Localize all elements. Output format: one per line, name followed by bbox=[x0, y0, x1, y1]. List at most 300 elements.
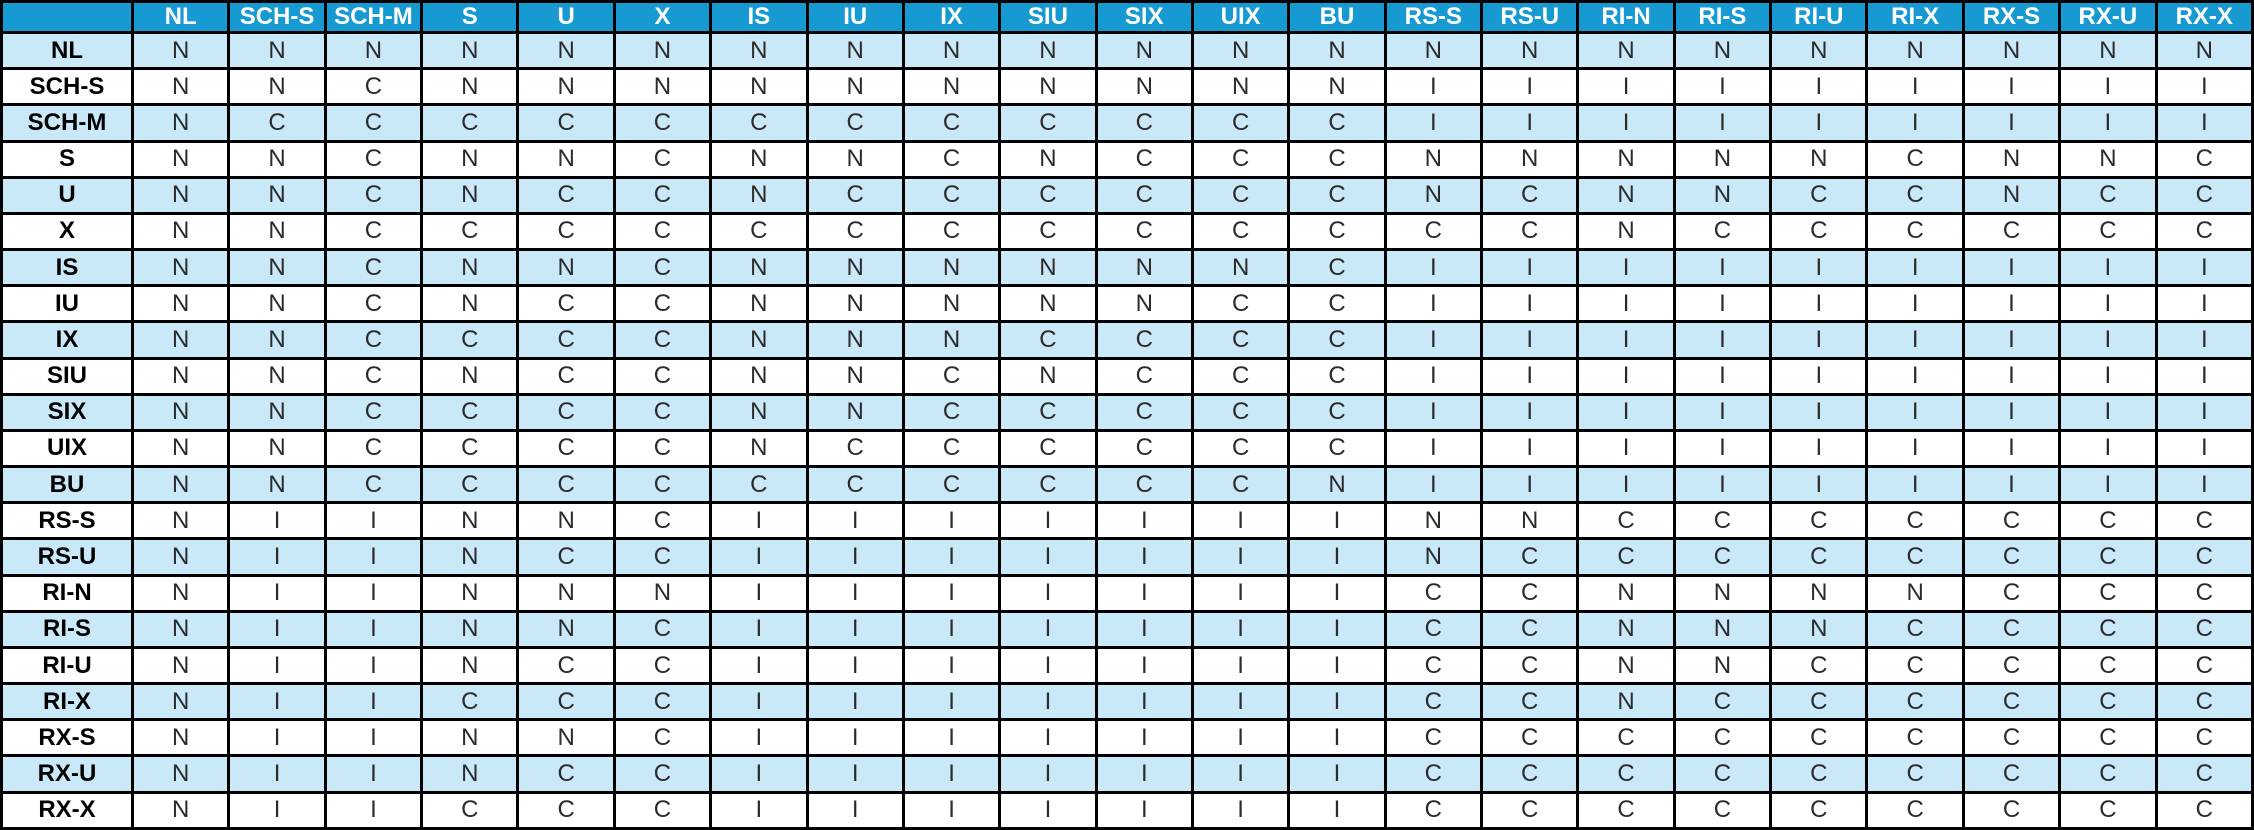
matrix-cell: I bbox=[325, 503, 421, 539]
matrix-cell: N bbox=[614, 575, 710, 611]
row-header-sch-s: SCH-S bbox=[2, 69, 133, 105]
row-header-x: X bbox=[2, 213, 133, 249]
matrix-cell: I bbox=[1771, 322, 1867, 358]
matrix-cell: N bbox=[1578, 647, 1674, 683]
matrix-cell: N bbox=[518, 250, 614, 286]
matrix-cell: C bbox=[2060, 684, 2156, 720]
matrix-cell: I bbox=[1482, 250, 1578, 286]
matrix-cell: C bbox=[2156, 213, 2252, 249]
matrix-cell: I bbox=[711, 720, 807, 756]
matrix-cell: I bbox=[1289, 647, 1385, 683]
matrix-cell: N bbox=[422, 69, 518, 105]
matrix-cell: I bbox=[1289, 792, 1385, 828]
matrix-cell: C bbox=[1096, 394, 1192, 430]
matrix-cell: N bbox=[229, 286, 325, 322]
matrix-cell: I bbox=[229, 503, 325, 539]
matrix-cell: I bbox=[807, 575, 903, 611]
matrix-cell: I bbox=[1867, 105, 1963, 141]
matrix-cell: C bbox=[2156, 177, 2252, 213]
matrix-cell: C bbox=[1385, 647, 1481, 683]
matrix-cell: N bbox=[133, 611, 229, 647]
matrix-cell: I bbox=[903, 684, 999, 720]
matrix-cell: I bbox=[1674, 358, 1770, 394]
matrix-cell: I bbox=[903, 539, 999, 575]
matrix-cell: N bbox=[422, 141, 518, 177]
matrix-cell: I bbox=[807, 611, 903, 647]
matrix-row-ri-s bbox=[2, 611, 2253, 647]
matrix-cell: N bbox=[133, 286, 229, 322]
matrix-cell: N bbox=[711, 141, 807, 177]
matrix-cell: N bbox=[133, 141, 229, 177]
matrix-row-uix bbox=[2, 430, 2253, 466]
matrix-cell: I bbox=[2156, 250, 2252, 286]
matrix-cell: C bbox=[1771, 503, 1867, 539]
matrix-cell: N bbox=[422, 286, 518, 322]
matrix-cell: C bbox=[1000, 177, 1096, 213]
matrix-cell: C bbox=[1867, 647, 1963, 683]
matrix-cell: C bbox=[1674, 213, 1770, 249]
matrix-cell: N bbox=[1289, 33, 1385, 69]
column-header-sch-s: SCH-S bbox=[229, 2, 325, 33]
matrix-cell: C bbox=[2156, 756, 2252, 792]
matrix-cell: I bbox=[229, 756, 325, 792]
matrix-cell: C bbox=[807, 213, 903, 249]
matrix-cell: C bbox=[1674, 756, 1770, 792]
matrix-cell: I bbox=[1289, 756, 1385, 792]
matrix-cell: N bbox=[1578, 33, 1674, 69]
matrix-cell: N bbox=[1867, 575, 1963, 611]
matrix-cell: C bbox=[1867, 539, 1963, 575]
matrix-cell: I bbox=[903, 792, 999, 828]
matrix-row-bu bbox=[2, 467, 2253, 503]
matrix-cell: N bbox=[133, 467, 229, 503]
matrix-row-is bbox=[2, 250, 2253, 286]
matrix-cell: N bbox=[2060, 33, 2156, 69]
matrix-cell: N bbox=[903, 322, 999, 358]
column-header-rs-s: RS-S bbox=[1385, 2, 1481, 33]
matrix-cell: N bbox=[133, 69, 229, 105]
matrix-cell: C bbox=[1963, 684, 2059, 720]
matrix-cell: N bbox=[133, 322, 229, 358]
column-header-is: IS bbox=[711, 2, 807, 33]
matrix-cell: N bbox=[1096, 286, 1192, 322]
matrix-cell: C bbox=[1000, 213, 1096, 249]
matrix-cell: C bbox=[1096, 322, 1192, 358]
matrix-cell: C bbox=[1963, 611, 2059, 647]
matrix-cell: N bbox=[903, 33, 999, 69]
matrix-cell: N bbox=[518, 141, 614, 177]
matrix-cell: C bbox=[1192, 105, 1288, 141]
matrix-cell: I bbox=[2060, 69, 2156, 105]
matrix-cell: C bbox=[614, 394, 710, 430]
matrix-cell: N bbox=[1000, 358, 1096, 394]
matrix-cell: N bbox=[1578, 575, 1674, 611]
matrix-cell: I bbox=[1578, 105, 1674, 141]
matrix-cell: I bbox=[1674, 322, 1770, 358]
matrix-cell: C bbox=[1963, 756, 2059, 792]
matrix-cell: I bbox=[1096, 792, 1192, 828]
matrix-cell: C bbox=[325, 358, 421, 394]
column-header-rx-u: RX-U bbox=[2060, 2, 2156, 33]
matrix-cell: C bbox=[1482, 539, 1578, 575]
matrix-cell: I bbox=[1096, 539, 1192, 575]
matrix-cell: N bbox=[518, 611, 614, 647]
matrix-cell: C bbox=[1771, 539, 1867, 575]
matrix-row-ri-n bbox=[2, 575, 2253, 611]
matrix-cell: N bbox=[1771, 141, 1867, 177]
matrix-cell: I bbox=[1482, 286, 1578, 322]
matrix-cell: N bbox=[229, 250, 325, 286]
matrix-cell: I bbox=[1192, 684, 1288, 720]
matrix-row-rx-s bbox=[2, 720, 2253, 756]
matrix-cell: N bbox=[711, 322, 807, 358]
matrix-row-s bbox=[2, 141, 2253, 177]
matrix-cell: N bbox=[133, 394, 229, 430]
matrix-cell: C bbox=[2060, 213, 2156, 249]
matrix-cell: N bbox=[422, 647, 518, 683]
matrix-cell: I bbox=[1482, 69, 1578, 105]
matrix-cell: C bbox=[1385, 792, 1481, 828]
matrix-cell: I bbox=[2060, 467, 2156, 503]
matrix-cell: I bbox=[1289, 575, 1385, 611]
matrix-cell: I bbox=[2156, 467, 2252, 503]
column-header-ri-s: RI-S bbox=[1674, 2, 1770, 33]
matrix-cell: I bbox=[807, 539, 903, 575]
matrix-cell: C bbox=[614, 141, 710, 177]
matrix-cell: C bbox=[518, 105, 614, 141]
matrix-cell: C bbox=[1771, 684, 1867, 720]
matrix-cell: I bbox=[1578, 467, 1674, 503]
matrix-cell: N bbox=[1385, 539, 1481, 575]
matrix-cell: N bbox=[133, 177, 229, 213]
matrix-cell: N bbox=[711, 430, 807, 466]
matrix-cell: I bbox=[229, 684, 325, 720]
matrix-cell: I bbox=[1192, 756, 1288, 792]
matrix-cell: C bbox=[518, 286, 614, 322]
matrix-cell: I bbox=[1000, 539, 1096, 575]
matrix-cell: C bbox=[518, 430, 614, 466]
matrix-cell: C bbox=[1096, 105, 1192, 141]
matrix-cell: N bbox=[229, 141, 325, 177]
matrix-cell: N bbox=[807, 250, 903, 286]
matrix-cell: N bbox=[1000, 141, 1096, 177]
matrix-cell: N bbox=[422, 575, 518, 611]
matrix-cell: C bbox=[1289, 358, 1385, 394]
row-header-siu: SIU bbox=[2, 358, 133, 394]
matrix-cell: I bbox=[711, 611, 807, 647]
matrix-cell: N bbox=[1482, 141, 1578, 177]
matrix-cell: C bbox=[614, 213, 710, 249]
matrix-cell: I bbox=[1867, 69, 1963, 105]
matrix-cell: C bbox=[614, 792, 710, 828]
matrix-cell: C bbox=[1192, 177, 1288, 213]
matrix-cell: C bbox=[614, 756, 710, 792]
matrix-cell: C bbox=[1192, 358, 1288, 394]
matrix-cell: I bbox=[1482, 105, 1578, 141]
matrix-cell: I bbox=[1482, 430, 1578, 466]
matrix-cell: C bbox=[903, 177, 999, 213]
matrix-cell: I bbox=[1771, 250, 1867, 286]
matrix-cell: C bbox=[807, 430, 903, 466]
matrix-cell: C bbox=[614, 611, 710, 647]
matrix-cell: C bbox=[614, 358, 710, 394]
matrix-cell: I bbox=[1674, 467, 1770, 503]
matrix-cell: N bbox=[1289, 69, 1385, 105]
matrix-cell: I bbox=[1000, 720, 1096, 756]
matrix-cell: I bbox=[1385, 105, 1481, 141]
matrix-cell: C bbox=[614, 720, 710, 756]
matrix-cell: C bbox=[2156, 684, 2252, 720]
matrix-cell: C bbox=[1096, 141, 1192, 177]
matrix-cell: C bbox=[2060, 575, 2156, 611]
matrix-cell: C bbox=[325, 467, 421, 503]
matrix-cell: N bbox=[1674, 141, 1770, 177]
matrix-cell: C bbox=[518, 756, 614, 792]
matrix-cell: I bbox=[903, 756, 999, 792]
matrix-cell: N bbox=[133, 792, 229, 828]
column-header-six: SIX bbox=[1096, 2, 1192, 33]
matrix-row-rs-s bbox=[2, 503, 2253, 539]
matrix-cell: I bbox=[1000, 792, 1096, 828]
matrix-cell: I bbox=[1385, 430, 1481, 466]
matrix-cell: I bbox=[1000, 611, 1096, 647]
matrix-cell: C bbox=[1000, 394, 1096, 430]
matrix-cell: C bbox=[2156, 611, 2252, 647]
matrix-cell: N bbox=[711, 177, 807, 213]
matrix-cell: C bbox=[422, 430, 518, 466]
matrix-cell: N bbox=[1385, 33, 1481, 69]
matrix-cell: C bbox=[1000, 105, 1096, 141]
matrix-cell: I bbox=[1000, 575, 1096, 611]
matrix-cell: C bbox=[614, 250, 710, 286]
matrix-cell: N bbox=[903, 286, 999, 322]
matrix-cell: C bbox=[1578, 756, 1674, 792]
matrix-cell: N bbox=[133, 105, 229, 141]
matrix-cell: C bbox=[1771, 792, 1867, 828]
matrix-cell: C bbox=[1482, 575, 1578, 611]
matrix-cell: I bbox=[711, 684, 807, 720]
matrix-cell: I bbox=[903, 611, 999, 647]
matrix-cell: C bbox=[2156, 575, 2252, 611]
matrix-cell: I bbox=[1771, 467, 1867, 503]
matrix-cell: I bbox=[903, 647, 999, 683]
matrix-cell: N bbox=[1096, 250, 1192, 286]
matrix-cell: I bbox=[1096, 720, 1192, 756]
matrix-cell: C bbox=[1867, 720, 1963, 756]
column-header-ix: IX bbox=[903, 2, 999, 33]
matrix-cell: N bbox=[1674, 647, 1770, 683]
matrix-cell: C bbox=[518, 792, 614, 828]
matrix-cell: I bbox=[711, 792, 807, 828]
matrix-cell: N bbox=[133, 503, 229, 539]
matrix-cell: N bbox=[1867, 33, 1963, 69]
matrix-cell: N bbox=[1771, 611, 1867, 647]
matrix-cell: I bbox=[229, 575, 325, 611]
matrix-cell: I bbox=[807, 792, 903, 828]
corner-cell bbox=[2, 2, 133, 33]
matrix-row-x bbox=[2, 213, 2253, 249]
row-header-ri-s: RI-S bbox=[2, 611, 133, 647]
matrix-cell: I bbox=[2156, 286, 2252, 322]
matrix-cell: C bbox=[1000, 430, 1096, 466]
matrix-cell: I bbox=[1482, 467, 1578, 503]
matrix-cell: C bbox=[1482, 177, 1578, 213]
matrix-cell: I bbox=[711, 756, 807, 792]
matrix-cell: N bbox=[1963, 177, 2059, 213]
matrix-cell: C bbox=[711, 105, 807, 141]
matrix-cell: C bbox=[1674, 684, 1770, 720]
column-header-u: U bbox=[518, 2, 614, 33]
matrix-cell: C bbox=[1578, 503, 1674, 539]
matrix-cell: C bbox=[1482, 792, 1578, 828]
matrix-cell: C bbox=[903, 467, 999, 503]
matrix-cell: C bbox=[1482, 756, 1578, 792]
matrix-cell: N bbox=[229, 394, 325, 430]
matrix-cell: I bbox=[1674, 69, 1770, 105]
matrix-cell: N bbox=[422, 756, 518, 792]
matrix-cell: I bbox=[229, 611, 325, 647]
matrix-cell: N bbox=[1482, 503, 1578, 539]
matrix-row-iu bbox=[2, 286, 2253, 322]
matrix-cell: C bbox=[1771, 720, 1867, 756]
matrix-cell: C bbox=[1000, 322, 1096, 358]
column-header-nl: NL bbox=[133, 2, 229, 33]
matrix-cell: N bbox=[133, 358, 229, 394]
matrix-cell: N bbox=[1385, 177, 1481, 213]
row-header-s: S bbox=[2, 141, 133, 177]
matrix-row-u bbox=[2, 177, 2253, 213]
matrix-cell: C bbox=[1096, 213, 1192, 249]
matrix-cell: C bbox=[614, 467, 710, 503]
matrix-cell: C bbox=[903, 358, 999, 394]
matrix-cell: N bbox=[807, 141, 903, 177]
matrix-cell: N bbox=[229, 177, 325, 213]
matrix-cell: C bbox=[518, 322, 614, 358]
column-header-x: X bbox=[614, 2, 710, 33]
matrix-cell: I bbox=[1289, 503, 1385, 539]
matrix-cell: C bbox=[2156, 720, 2252, 756]
matrix-cell: C bbox=[518, 213, 614, 249]
matrix-cell: I bbox=[1963, 69, 2059, 105]
matrix-cell: C bbox=[1096, 177, 1192, 213]
matrix-cell: C bbox=[1192, 141, 1288, 177]
column-header-sch-m: SCH-M bbox=[325, 2, 421, 33]
matrix-cell: N bbox=[133, 684, 229, 720]
matrix-cell: C bbox=[1674, 503, 1770, 539]
matrix-cell: N bbox=[1578, 141, 1674, 177]
matrix-cell: C bbox=[614, 177, 710, 213]
matrix-cell: C bbox=[614, 322, 710, 358]
row-header-six: SIX bbox=[2, 394, 133, 430]
matrix-cell: I bbox=[1771, 430, 1867, 466]
matrix-cell: C bbox=[1385, 575, 1481, 611]
matrix-cell: I bbox=[1867, 250, 1963, 286]
matrix-cell: C bbox=[518, 684, 614, 720]
matrix-cell: N bbox=[1192, 69, 1288, 105]
matrix-row-ri-u bbox=[2, 647, 2253, 683]
matrix-cell: C bbox=[2060, 756, 2156, 792]
matrix-cell: C bbox=[1963, 539, 2059, 575]
matrix-cell: I bbox=[1000, 684, 1096, 720]
matrix-cell: C bbox=[325, 69, 421, 105]
matrix-cell: C bbox=[325, 394, 421, 430]
matrix-cell: N bbox=[807, 69, 903, 105]
matrix-cell: I bbox=[325, 575, 421, 611]
matrix-cell: N bbox=[614, 69, 710, 105]
matrix-cell: N bbox=[1674, 33, 1770, 69]
matrix-cell: C bbox=[518, 177, 614, 213]
matrix-cell: C bbox=[422, 792, 518, 828]
matrix-row-ri-x bbox=[2, 684, 2253, 720]
matrix-cell: C bbox=[1289, 177, 1385, 213]
matrix-cell: C bbox=[1867, 213, 1963, 249]
matrix-cell: I bbox=[1771, 286, 1867, 322]
matrix-cell: C bbox=[2156, 503, 2252, 539]
matrix-cell: C bbox=[1096, 430, 1192, 466]
matrix-cell: C bbox=[1482, 647, 1578, 683]
matrix-cell: I bbox=[1578, 322, 1674, 358]
matrix-cell: I bbox=[1385, 467, 1481, 503]
matrix-cell: N bbox=[229, 33, 325, 69]
matrix-cell: I bbox=[1578, 250, 1674, 286]
row-header-ri-u: RI-U bbox=[2, 647, 133, 683]
matrix-cell: N bbox=[518, 33, 614, 69]
matrix-cell: N bbox=[229, 358, 325, 394]
matrix-cell: C bbox=[1867, 141, 1963, 177]
matrix-cell: C bbox=[1867, 611, 1963, 647]
column-header-iu: IU bbox=[807, 2, 903, 33]
matrix-cell: N bbox=[133, 430, 229, 466]
matrix-cell: C bbox=[903, 430, 999, 466]
matrix-cell: C bbox=[903, 105, 999, 141]
matrix-cell: C bbox=[614, 539, 710, 575]
matrix-cell: C bbox=[1963, 647, 2059, 683]
matrix-cell: I bbox=[1385, 358, 1481, 394]
matrix-row-six bbox=[2, 394, 2253, 430]
row-header-ri-x: RI-X bbox=[2, 684, 133, 720]
matrix-cell: N bbox=[1674, 575, 1770, 611]
matrix-cell: C bbox=[1000, 467, 1096, 503]
matrix-cell: N bbox=[1578, 177, 1674, 213]
matrix-cell: N bbox=[807, 322, 903, 358]
matrix-cell: N bbox=[518, 575, 614, 611]
matrix-row-rx-u bbox=[2, 756, 2253, 792]
matrix-cell: C bbox=[1192, 213, 1288, 249]
column-header-rx-x: RX-X bbox=[2156, 2, 2252, 33]
matrix-cell: C bbox=[903, 394, 999, 430]
matrix-cell: I bbox=[711, 539, 807, 575]
matrix-cell: C bbox=[1096, 467, 1192, 503]
matrix-cell: C bbox=[1289, 105, 1385, 141]
matrix-cell: N bbox=[807, 286, 903, 322]
matrix-cell: I bbox=[903, 575, 999, 611]
matrix-cell: C bbox=[1192, 394, 1288, 430]
matrix-cell: I bbox=[1578, 286, 1674, 322]
matrix-cell: N bbox=[1096, 69, 1192, 105]
matrix-cell: C bbox=[518, 539, 614, 575]
matrix-cell: I bbox=[2060, 105, 2156, 141]
matrix-cell: C bbox=[1385, 213, 1481, 249]
matrix-cell: C bbox=[711, 213, 807, 249]
row-header-rs-s: RS-S bbox=[2, 503, 133, 539]
column-header-ri-n: RI-N bbox=[1578, 2, 1674, 33]
matrix-cell: N bbox=[422, 177, 518, 213]
matrix-cell: C bbox=[614, 430, 710, 466]
matrix-cell: N bbox=[422, 611, 518, 647]
matrix-cell: N bbox=[1963, 141, 2059, 177]
matrix-cell: I bbox=[325, 647, 421, 683]
matrix-cell: I bbox=[1192, 720, 1288, 756]
